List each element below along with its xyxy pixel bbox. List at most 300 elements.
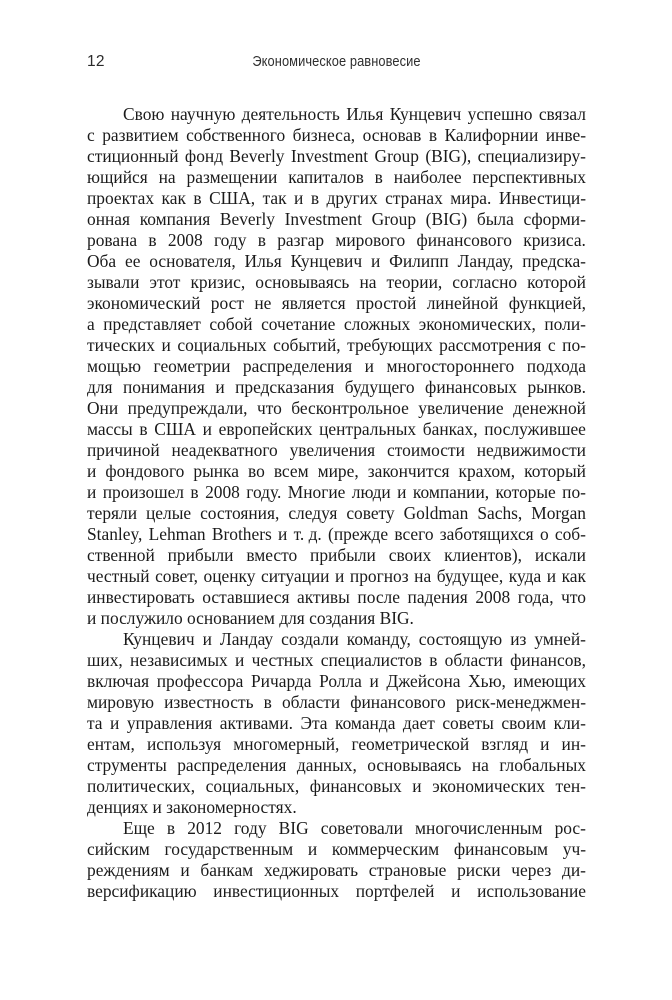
text-word: основателя, xyxy=(149,251,236,271)
text-word: Они xyxy=(87,398,119,418)
text-word: совет, xyxy=(155,566,198,586)
text-word: ее xyxy=(124,251,141,271)
text-word: многочисленным xyxy=(415,818,543,838)
text-line xyxy=(87,755,586,776)
text-line xyxy=(87,209,586,230)
text-word: представляет xyxy=(103,314,201,334)
text-word: мира. xyxy=(450,188,492,208)
text-line xyxy=(87,125,586,146)
text-word: европейских xyxy=(218,419,313,439)
text-line xyxy=(87,692,586,713)
text-word: года, xyxy=(517,587,554,607)
text-word: в xyxy=(310,188,320,208)
text-word: развитием xyxy=(102,125,179,145)
text-word: и xyxy=(397,482,407,502)
text-word: и xyxy=(540,734,550,754)
text-word: размещении xyxy=(186,167,278,187)
text-word: глобальных xyxy=(499,755,586,775)
text-line xyxy=(87,314,586,335)
text-word: Brothers xyxy=(211,524,272,544)
text-word: мирового xyxy=(335,230,406,250)
text-word: специализиру- xyxy=(477,146,586,166)
text-word: финансовых xyxy=(309,776,402,796)
text-word: советовали xyxy=(320,818,403,838)
text-word: в xyxy=(166,818,176,838)
text-line xyxy=(87,881,586,902)
text-word: не xyxy=(254,293,272,313)
text-word: рынков. xyxy=(527,377,586,397)
text-word: в xyxy=(193,188,202,208)
text-word: фондового xyxy=(105,461,185,481)
text-word: этот xyxy=(149,272,181,292)
text-word: тических xyxy=(87,335,155,355)
text-word: и xyxy=(202,419,212,439)
text-word: ди- xyxy=(562,860,586,880)
text-line xyxy=(87,860,586,881)
text-word: зывали xyxy=(87,272,140,292)
text-word: рассмотрения xyxy=(439,335,542,355)
text-line xyxy=(87,671,586,692)
text-word: наиболее xyxy=(393,167,462,187)
text-line xyxy=(87,440,586,461)
text-word: в xyxy=(374,167,383,187)
text-word: струменты xyxy=(87,755,167,775)
text-word: и xyxy=(180,860,190,880)
text-word: компании, xyxy=(412,482,490,502)
text-word: независимых xyxy=(130,650,228,670)
text-word: всего xyxy=(394,524,434,544)
text-word: своим xyxy=(501,713,547,733)
text-word: с xyxy=(87,125,95,145)
text-word: искали xyxy=(534,545,586,565)
text-word: коммерческим xyxy=(331,839,440,859)
text-line: и послужило основанием для создания BIG. xyxy=(87,608,414,628)
text-line xyxy=(87,293,586,314)
text-word: во xyxy=(248,461,265,481)
text-word: Кунцевич xyxy=(123,629,195,649)
text-word: массы xyxy=(87,419,133,439)
text-word: году. xyxy=(246,482,282,502)
text-word: недвижимости xyxy=(476,440,586,460)
text-word: 2008 xyxy=(475,587,511,607)
text-word: Ландау, xyxy=(457,251,514,271)
text-word: в xyxy=(190,482,199,502)
text-word: Lehman xyxy=(148,524,206,544)
text-word: тен- xyxy=(555,776,586,796)
text-word: как xyxy=(561,566,586,586)
text-word: портфелей xyxy=(355,881,435,901)
text-line xyxy=(87,272,586,293)
text-word: Многие xyxy=(287,482,346,502)
text-word: странах xyxy=(385,188,443,208)
text-line xyxy=(87,713,586,734)
text-word: мире, xyxy=(317,461,359,481)
text-word: инве- xyxy=(545,125,586,145)
text-word: подхода xyxy=(526,356,586,376)
text-word: Илья xyxy=(244,251,282,271)
text-word: и xyxy=(335,566,345,586)
text-word: в xyxy=(428,125,438,145)
text-word: стиционный xyxy=(87,146,179,166)
text-word: Свою xyxy=(123,104,165,124)
text-word: создали xyxy=(281,629,339,649)
text-word: основываясь xyxy=(367,755,462,775)
text-word: после xyxy=(357,587,400,607)
text-word: страновые xyxy=(368,860,447,880)
text-line xyxy=(87,839,586,860)
text-word: экономический xyxy=(87,293,201,313)
text-word: теряли xyxy=(87,503,137,523)
text-word: рост xyxy=(210,293,244,313)
text-word: предупреждали, xyxy=(127,398,248,418)
text-word: Ролла xyxy=(319,671,362,691)
text-line xyxy=(87,545,586,566)
text-word: всем xyxy=(273,461,309,481)
text-word: Beverly xyxy=(229,146,285,166)
text-word: уч- xyxy=(562,839,586,859)
text-word: неадекватного xyxy=(171,440,278,460)
text-line xyxy=(87,503,586,524)
text-word: своих xyxy=(388,545,432,565)
text-line xyxy=(87,188,586,209)
text-word: через xyxy=(511,860,552,880)
text-word: собой xyxy=(209,314,253,334)
text-word: следуя xyxy=(288,503,338,523)
text-word: команда xyxy=(335,713,396,733)
text-word: ющийся xyxy=(87,167,148,187)
text-word: году xyxy=(213,230,247,250)
text-word: распределения xyxy=(242,356,353,376)
text-word: финансового xyxy=(416,230,512,250)
text-word: фонд xyxy=(184,146,224,166)
text-word: простой xyxy=(356,293,417,313)
text-word: в xyxy=(148,230,157,250)
text-word: и xyxy=(278,524,288,544)
text-word: году xyxy=(234,818,267,838)
text-word: падения xyxy=(407,587,468,607)
text-word: состояния, xyxy=(200,503,280,523)
text-word: будущее, xyxy=(436,566,504,586)
text-line xyxy=(87,650,586,671)
text-word: прибыли xyxy=(167,545,234,565)
text-word: активами. xyxy=(219,713,293,733)
text-word: капиталов xyxy=(288,167,364,187)
text-word: разгар xyxy=(277,230,325,250)
text-word: экономических, xyxy=(418,314,536,334)
text-word: та xyxy=(87,713,103,733)
text-word: Кунцевич xyxy=(290,251,363,271)
text-word: распределения xyxy=(177,755,287,775)
text-word: и xyxy=(161,335,171,355)
text-word: ственной xyxy=(87,545,155,565)
text-word: по- xyxy=(562,482,586,502)
text-word: для xyxy=(87,377,113,397)
text-word: соб- xyxy=(554,524,586,544)
text-word: Джейсона xyxy=(386,671,461,691)
body-text-block xyxy=(87,104,586,902)
text-line xyxy=(87,524,586,545)
text-word: имеющих xyxy=(513,671,586,691)
text-word: куда xyxy=(508,566,542,586)
text-word: ситуации xyxy=(260,566,330,586)
text-word: поли- xyxy=(544,314,586,334)
text-word: с xyxy=(547,335,556,355)
text-word: и xyxy=(202,629,212,649)
text-word: функцией, xyxy=(508,293,586,313)
text-word: других xyxy=(326,188,378,208)
text-word: США xyxy=(154,419,196,439)
text-word: управления xyxy=(126,713,213,733)
text-word: Investment xyxy=(284,209,362,229)
text-word: в xyxy=(139,419,148,439)
text-line xyxy=(87,818,586,839)
text-word: команду, xyxy=(346,629,411,649)
text-word: на xyxy=(414,566,432,586)
text-word: умней- xyxy=(534,629,586,649)
text-word: из xyxy=(510,629,527,649)
text-word: инвестировать xyxy=(87,587,195,607)
text-word: причиной xyxy=(87,440,160,460)
text-word: что xyxy=(256,398,282,418)
running-head-title: Экономическое равновесие xyxy=(252,54,421,70)
text-word: целые xyxy=(145,503,192,523)
text-word: Ричарда xyxy=(251,671,312,691)
text-word: линейной xyxy=(426,293,499,313)
text-word: и xyxy=(235,650,245,670)
text-word: мировую xyxy=(87,692,155,712)
text-word: что xyxy=(561,587,586,607)
text-word: области xyxy=(444,650,503,670)
text-word: BIG xyxy=(278,818,309,838)
text-word: будущего xyxy=(344,377,415,397)
text-word: научную xyxy=(170,104,236,124)
text-word: центральных xyxy=(319,419,417,439)
text-word: проектах xyxy=(87,188,155,208)
text-word: банках, xyxy=(422,419,478,439)
text-word: и xyxy=(546,566,557,586)
text-word: деятельность xyxy=(241,104,340,124)
text-word: и xyxy=(370,251,381,271)
text-word: финансов, xyxy=(510,650,586,670)
text-word: крахом, xyxy=(458,461,516,481)
text-word: финансового xyxy=(350,692,446,712)
text-word: дает xyxy=(402,713,435,733)
text-word: известность xyxy=(164,692,254,712)
text-word: Илья xyxy=(346,104,384,124)
text-line xyxy=(87,566,586,587)
text-word: государственным xyxy=(164,839,294,859)
text-word: кризиса. xyxy=(523,230,586,250)
text-word: оценку xyxy=(203,566,256,586)
text-word: Group xyxy=(374,146,419,166)
text-word: Калифорнии xyxy=(444,125,539,145)
text-word: социальных, xyxy=(205,776,300,796)
text-line xyxy=(87,629,586,650)
text-word: сийским xyxy=(87,839,150,859)
text-word: онная xyxy=(87,209,131,229)
text-word: реждениям xyxy=(87,860,170,880)
text-word: взгляд xyxy=(481,734,529,754)
text-word: и xyxy=(215,377,225,397)
text-word: финансовым xyxy=(453,839,549,859)
text-word: требующих xyxy=(347,335,433,355)
text-word: Group xyxy=(371,209,417,229)
text-word: на xyxy=(158,167,176,187)
text-word: 2012 xyxy=(187,818,222,838)
text-word: так xyxy=(262,188,287,208)
text-word: сложных xyxy=(343,314,411,334)
text-word: и xyxy=(412,776,422,796)
text-word: рынка xyxy=(193,461,239,481)
text-word: которые xyxy=(495,482,556,502)
text-word: и xyxy=(369,671,379,691)
text-word: Инвестици- xyxy=(498,188,586,208)
text-word: 2008 xyxy=(205,482,240,502)
text-word: согласно xyxy=(452,272,518,292)
text-word: Morgan xyxy=(531,503,586,523)
text-word: ентам, xyxy=(87,734,135,754)
text-word: (BIG) xyxy=(425,209,468,229)
text-word: послужившее xyxy=(484,419,586,439)
text-word: связал xyxy=(538,104,586,124)
text-word: в xyxy=(263,692,272,712)
text-line xyxy=(87,398,586,419)
text-word: рос- xyxy=(554,818,586,838)
text-word: сформи- xyxy=(523,209,586,229)
text-word: которой xyxy=(527,272,586,292)
text-line xyxy=(87,230,586,251)
text-line xyxy=(87,587,586,608)
text-word: честных xyxy=(251,650,314,670)
text-word: по- xyxy=(562,335,586,355)
text-word: банкам xyxy=(200,860,254,880)
text-word: а xyxy=(87,314,95,334)
text-word: закончится xyxy=(367,461,450,481)
text-word: риск-менеджмен- xyxy=(455,692,586,712)
text-word: основав xyxy=(362,125,422,145)
text-line xyxy=(87,104,586,125)
text-word: кли- xyxy=(553,713,586,733)
text-word: успешно xyxy=(467,104,533,124)
text-word: области xyxy=(281,692,341,712)
text-word: данных, xyxy=(296,755,357,775)
text-word: основываясь xyxy=(255,272,350,292)
text-word: Филипп xyxy=(389,251,449,271)
text-word: кризис, xyxy=(190,272,246,292)
text-word: т. д. xyxy=(293,524,322,544)
text-word: специалистов xyxy=(320,650,422,670)
text-word: инвестиционных xyxy=(213,881,340,901)
text-word: 2008 xyxy=(167,230,203,250)
text-word: и xyxy=(110,713,120,733)
text-word: который xyxy=(524,461,586,481)
text-word: США, xyxy=(209,188,256,208)
text-word: перспективных xyxy=(472,167,586,187)
text-word: собственного xyxy=(186,125,286,145)
text-word: советы xyxy=(442,713,494,733)
text-word: понимания xyxy=(123,377,205,397)
text-word: компания xyxy=(139,209,211,229)
text-word: оставшиеся xyxy=(202,587,290,607)
text-word: событий, xyxy=(273,335,341,355)
text-word: о xyxy=(539,524,549,544)
text-word: бесконтрольное xyxy=(291,398,409,418)
text-word: Beverly xyxy=(219,209,275,229)
text-line xyxy=(87,167,586,188)
text-word: на xyxy=(471,755,489,775)
text-word: многомерный, xyxy=(233,734,340,754)
text-word: социальных xyxy=(177,335,267,355)
text-word: (BIG), xyxy=(425,146,472,166)
text-word: увеличения xyxy=(289,440,376,460)
text-word: совету xyxy=(346,503,395,523)
text-line xyxy=(87,419,586,440)
text-word: и xyxy=(364,356,374,376)
text-word: Ландау xyxy=(219,629,274,649)
text-word: риски xyxy=(457,860,501,880)
text-word: используя xyxy=(146,734,222,754)
text-word: и xyxy=(87,482,97,502)
text-word: мощью xyxy=(87,356,142,376)
text-word: Оба xyxy=(87,251,117,271)
text-word: в xyxy=(429,650,438,670)
text-word: люди xyxy=(351,482,391,502)
text-word: рована xyxy=(87,230,138,250)
text-word: вместо xyxy=(246,545,298,565)
text-word: хеджировать xyxy=(263,860,359,880)
text-line xyxy=(87,146,586,167)
text-word: была xyxy=(476,209,514,229)
text-word: использование xyxy=(477,881,586,901)
text-line: денциях и закономерностях. xyxy=(87,797,297,817)
text-word: ин- xyxy=(561,734,586,754)
text-word: теории, xyxy=(386,272,443,292)
text-word: геометрии xyxy=(153,356,231,376)
text-word: прогноз xyxy=(349,566,409,586)
text-line xyxy=(87,356,586,377)
text-word: экономических xyxy=(432,776,545,796)
text-word: стоимости xyxy=(387,440,465,460)
page-header xyxy=(87,52,586,74)
text-word: заботящихся xyxy=(439,524,534,544)
text-word: включая xyxy=(87,671,150,691)
text-word: Investment xyxy=(290,146,369,166)
text-word: честный xyxy=(87,566,150,586)
text-line xyxy=(87,461,586,482)
text-word: Еще xyxy=(123,818,155,838)
text-word: (прежде xyxy=(328,524,389,544)
text-word: и xyxy=(451,881,461,901)
text-word: и xyxy=(307,839,318,859)
text-word: бизнеса, xyxy=(292,125,356,145)
text-line xyxy=(87,335,586,356)
text-word: в xyxy=(257,230,266,250)
text-word: версификацию xyxy=(87,881,197,901)
text-line xyxy=(87,251,586,272)
text-word: ших, xyxy=(87,650,123,670)
page-number: 12 xyxy=(87,53,105,70)
text-word: Эта xyxy=(300,713,328,733)
text-word: как xyxy=(161,188,186,208)
text-word: активы xyxy=(297,587,350,607)
text-line xyxy=(87,776,586,797)
text-word: предска- xyxy=(522,251,586,271)
text-word: геометрической xyxy=(351,734,470,754)
text-line xyxy=(87,734,586,755)
text-word: предсказания xyxy=(235,377,335,397)
text-word: Stanley, xyxy=(87,524,143,544)
text-word: финансовых xyxy=(425,377,517,397)
